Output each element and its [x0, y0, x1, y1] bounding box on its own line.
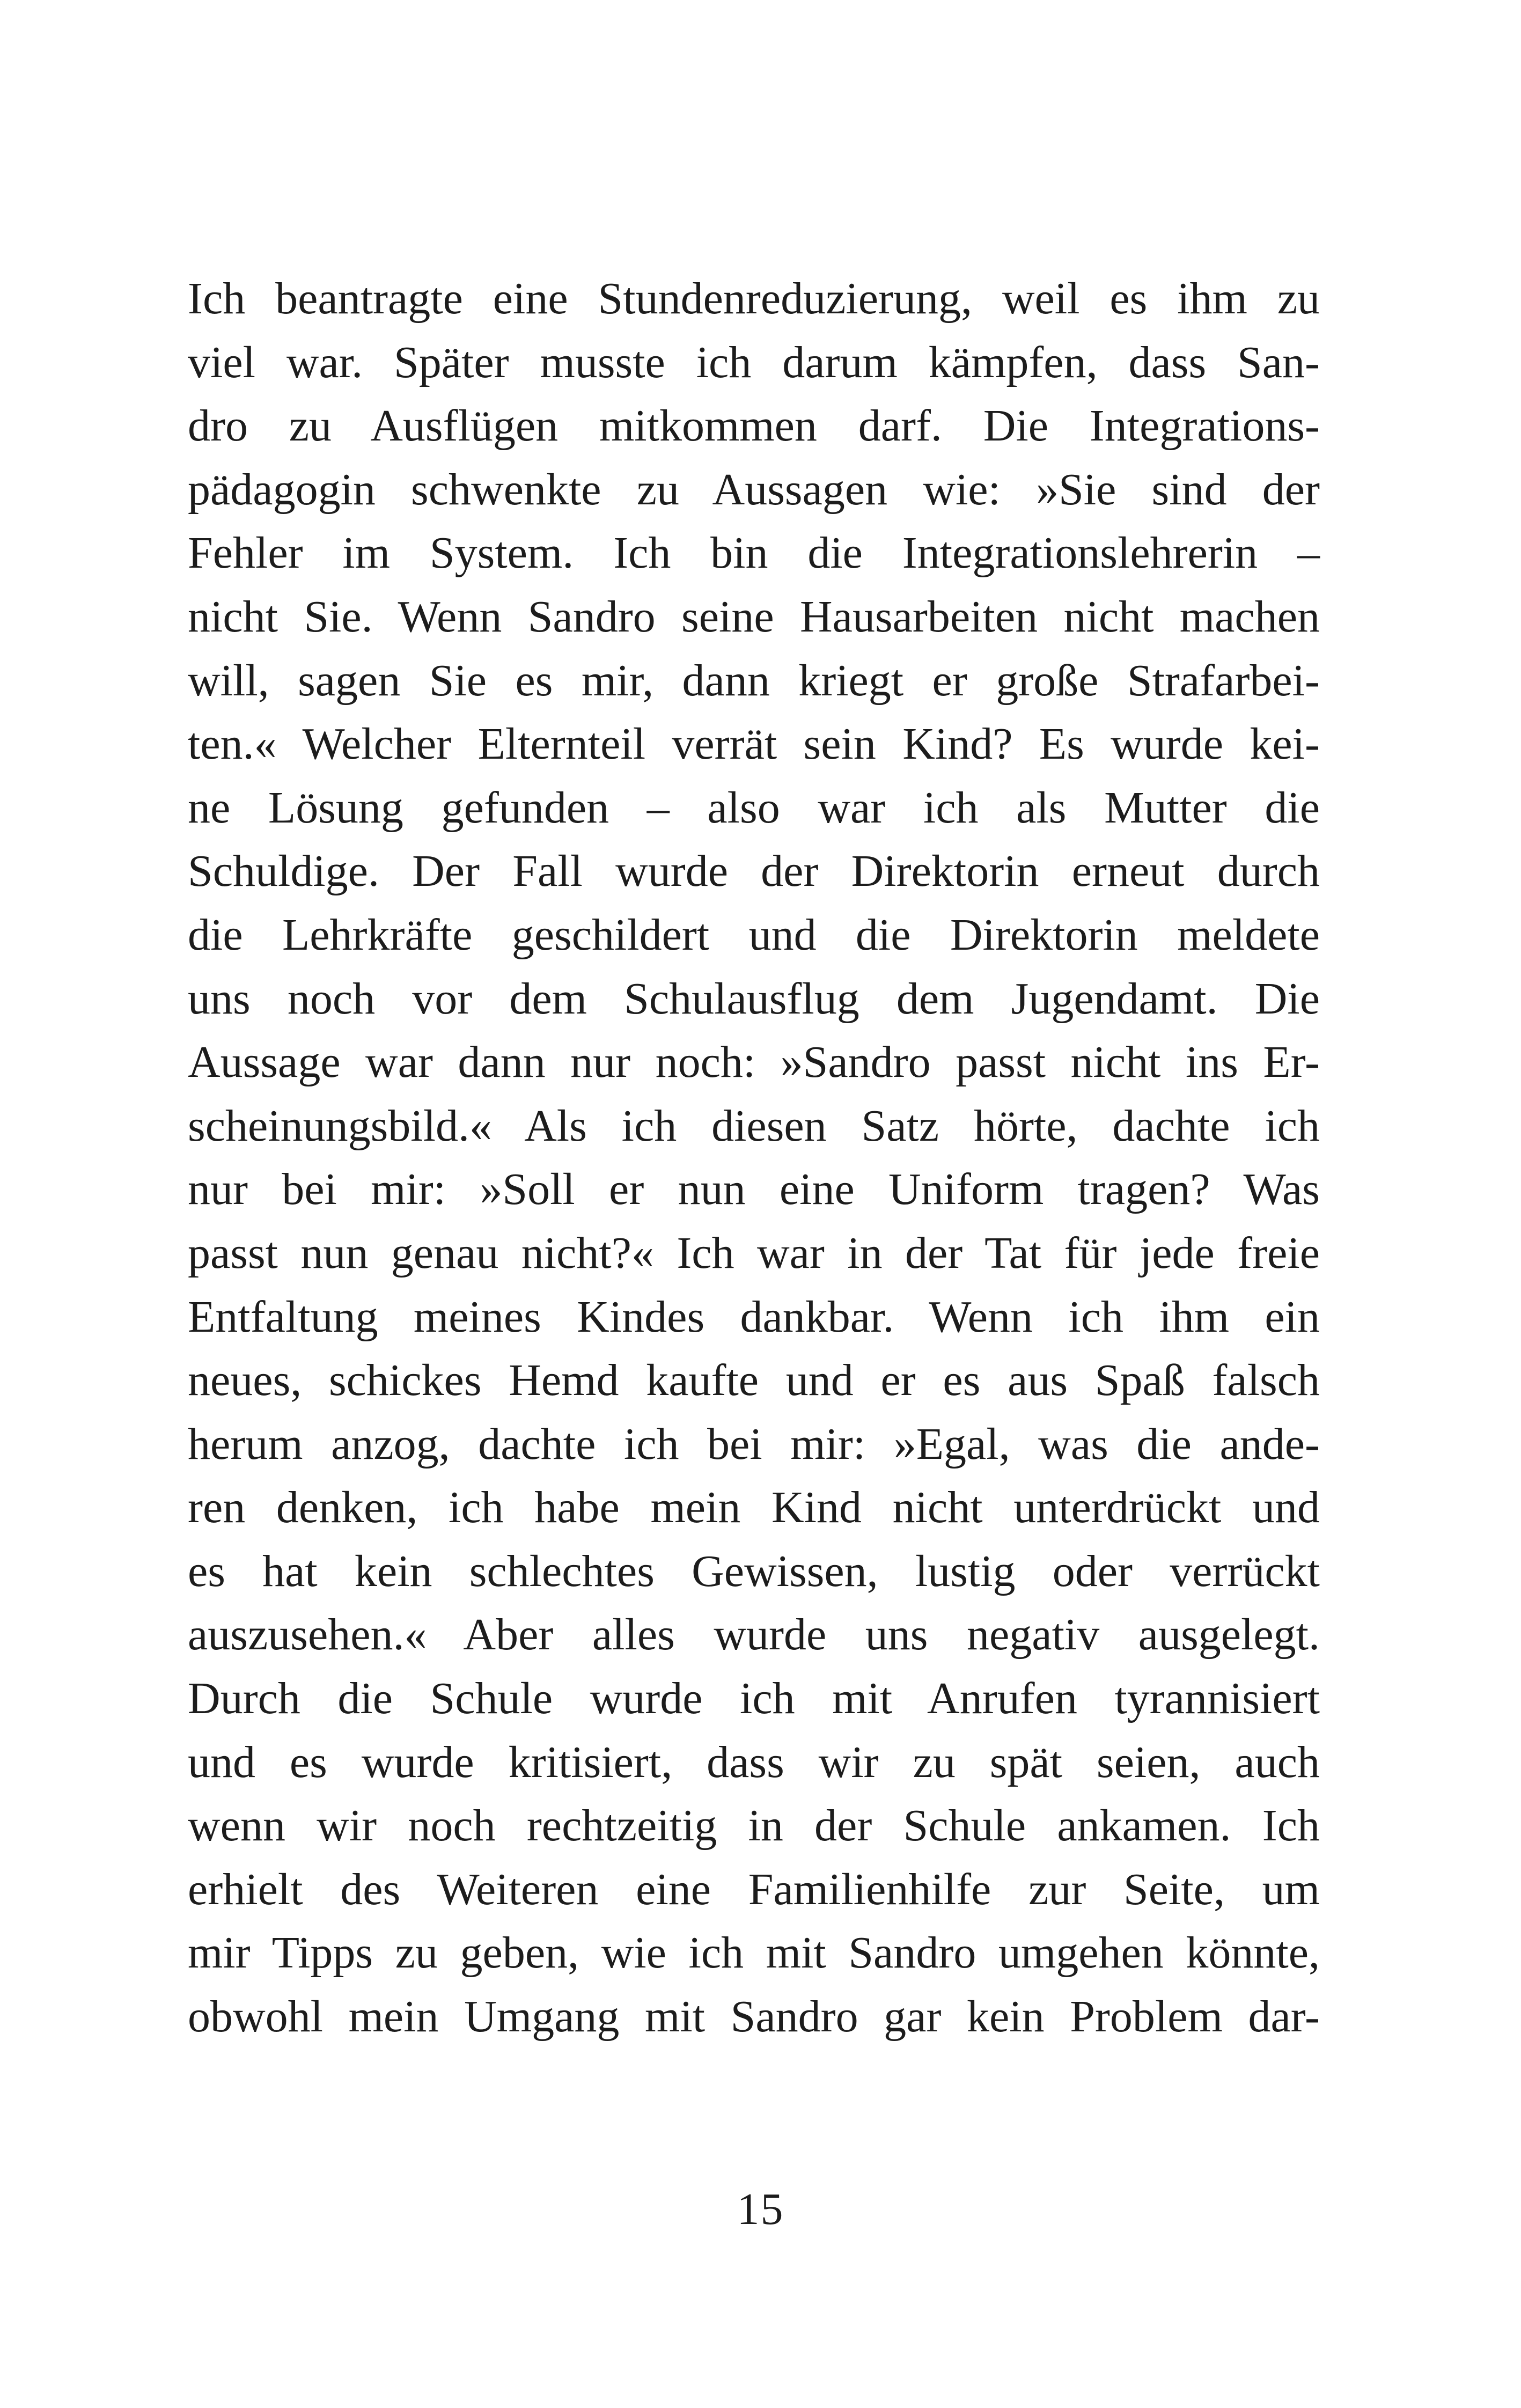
body-text: [188, 267, 1320, 2049]
text-line: es hat kein schlechtes Gewissen, lustig oder verrückt: [188, 1546, 1320, 1596]
text-line: neues, schickes Hemd kaufte und er es aus Spaß falsch: [188, 1355, 1320, 1406]
text-line: nur bei mir: »Soll er nun eine Uniform tragen? Was: [188, 1164, 1320, 1215]
text-line: nicht Sie. Wenn Sandro seine Hausarbeiten nicht machen: [188, 591, 1320, 642]
text-line: passt nun genau nicht?« Ich war in der Tat für jede freie: [188, 1228, 1320, 1278]
text-line: ren denken, ich habe mein Kind nicht unterdrückt und: [188, 1482, 1320, 1533]
text-line: und es wurde kritisiert, dass wir zu spät seien, auch: [188, 1737, 1320, 1787]
text-line: viel war. Später musste ich darum kämpfen, dass San-: [188, 337, 1320, 387]
text-line: die Lehrkräfte geschildert und die Direktorin meldete: [188, 909, 1320, 960]
text-line: scheinungsbild.« Als ich diesen Satz hörte, dachte ich: [188, 1100, 1320, 1151]
text-line: obwohl mein Umgang mit Sandro gar kein Problem dar-: [188, 1992, 1320, 2042]
text-line: herum anzog, dachte ich bei mir: »Egal, was die ande-: [188, 1419, 1320, 1469]
text-line: ten.« Welcher Elternteil verrät sein Kind? Es wurde kei-: [188, 719, 1320, 769]
text-line: dro zu Ausflügen mitkommen darf. Die Integrations-: [188, 401, 1320, 451]
text-line: mir Tipps zu geben, wie ich mit Sandro umgehen könnte,: [188, 1928, 1320, 1978]
text-line: Durch die Schule wurde ich mit Anrufen tyrannisiert: [188, 1673, 1320, 1724]
text-line: wenn wir noch rechtzeitig in der Schule ankamen. Ich: [188, 1801, 1320, 1851]
text-line: Schuldige. Der Fall wurde der Direktorin erneut durch: [188, 846, 1320, 897]
page-number: 15: [737, 2184, 784, 2234]
text-line: Ich beantragte eine Stundenreduzierung, weil es ihm zu: [188, 274, 1320, 324]
text-line: auszusehen.« Aber alles wurde uns negativ ausgelegt.: [188, 1610, 1320, 1660]
text-line: erhielt des Weiteren eine Familienhilfe zur Seite, um: [188, 1864, 1320, 1914]
text-line: uns noch vor dem Schulausflug dem Jugendamt. Die: [188, 973, 1320, 1024]
text-line: will, sagen Sie es mir, dann kriegt er große Strafarbei-: [188, 655, 1320, 706]
text-line: Aussage war dann nur noch: »Sandro passt nicht ins Er-: [188, 1037, 1320, 1088]
text-line: Fehler im System. Ich bin die Integrationslehrerin –: [188, 528, 1320, 578]
text-line: pädagogin schwenkte zu Aussagen wie: »Sie sind der: [188, 464, 1320, 515]
text-line: ne Lösung gefunden – also war ich als Mutter die: [188, 782, 1320, 833]
text-line: Entfaltung meines Kindes dankbar. Wenn ich ihm ein: [188, 1291, 1320, 1342]
